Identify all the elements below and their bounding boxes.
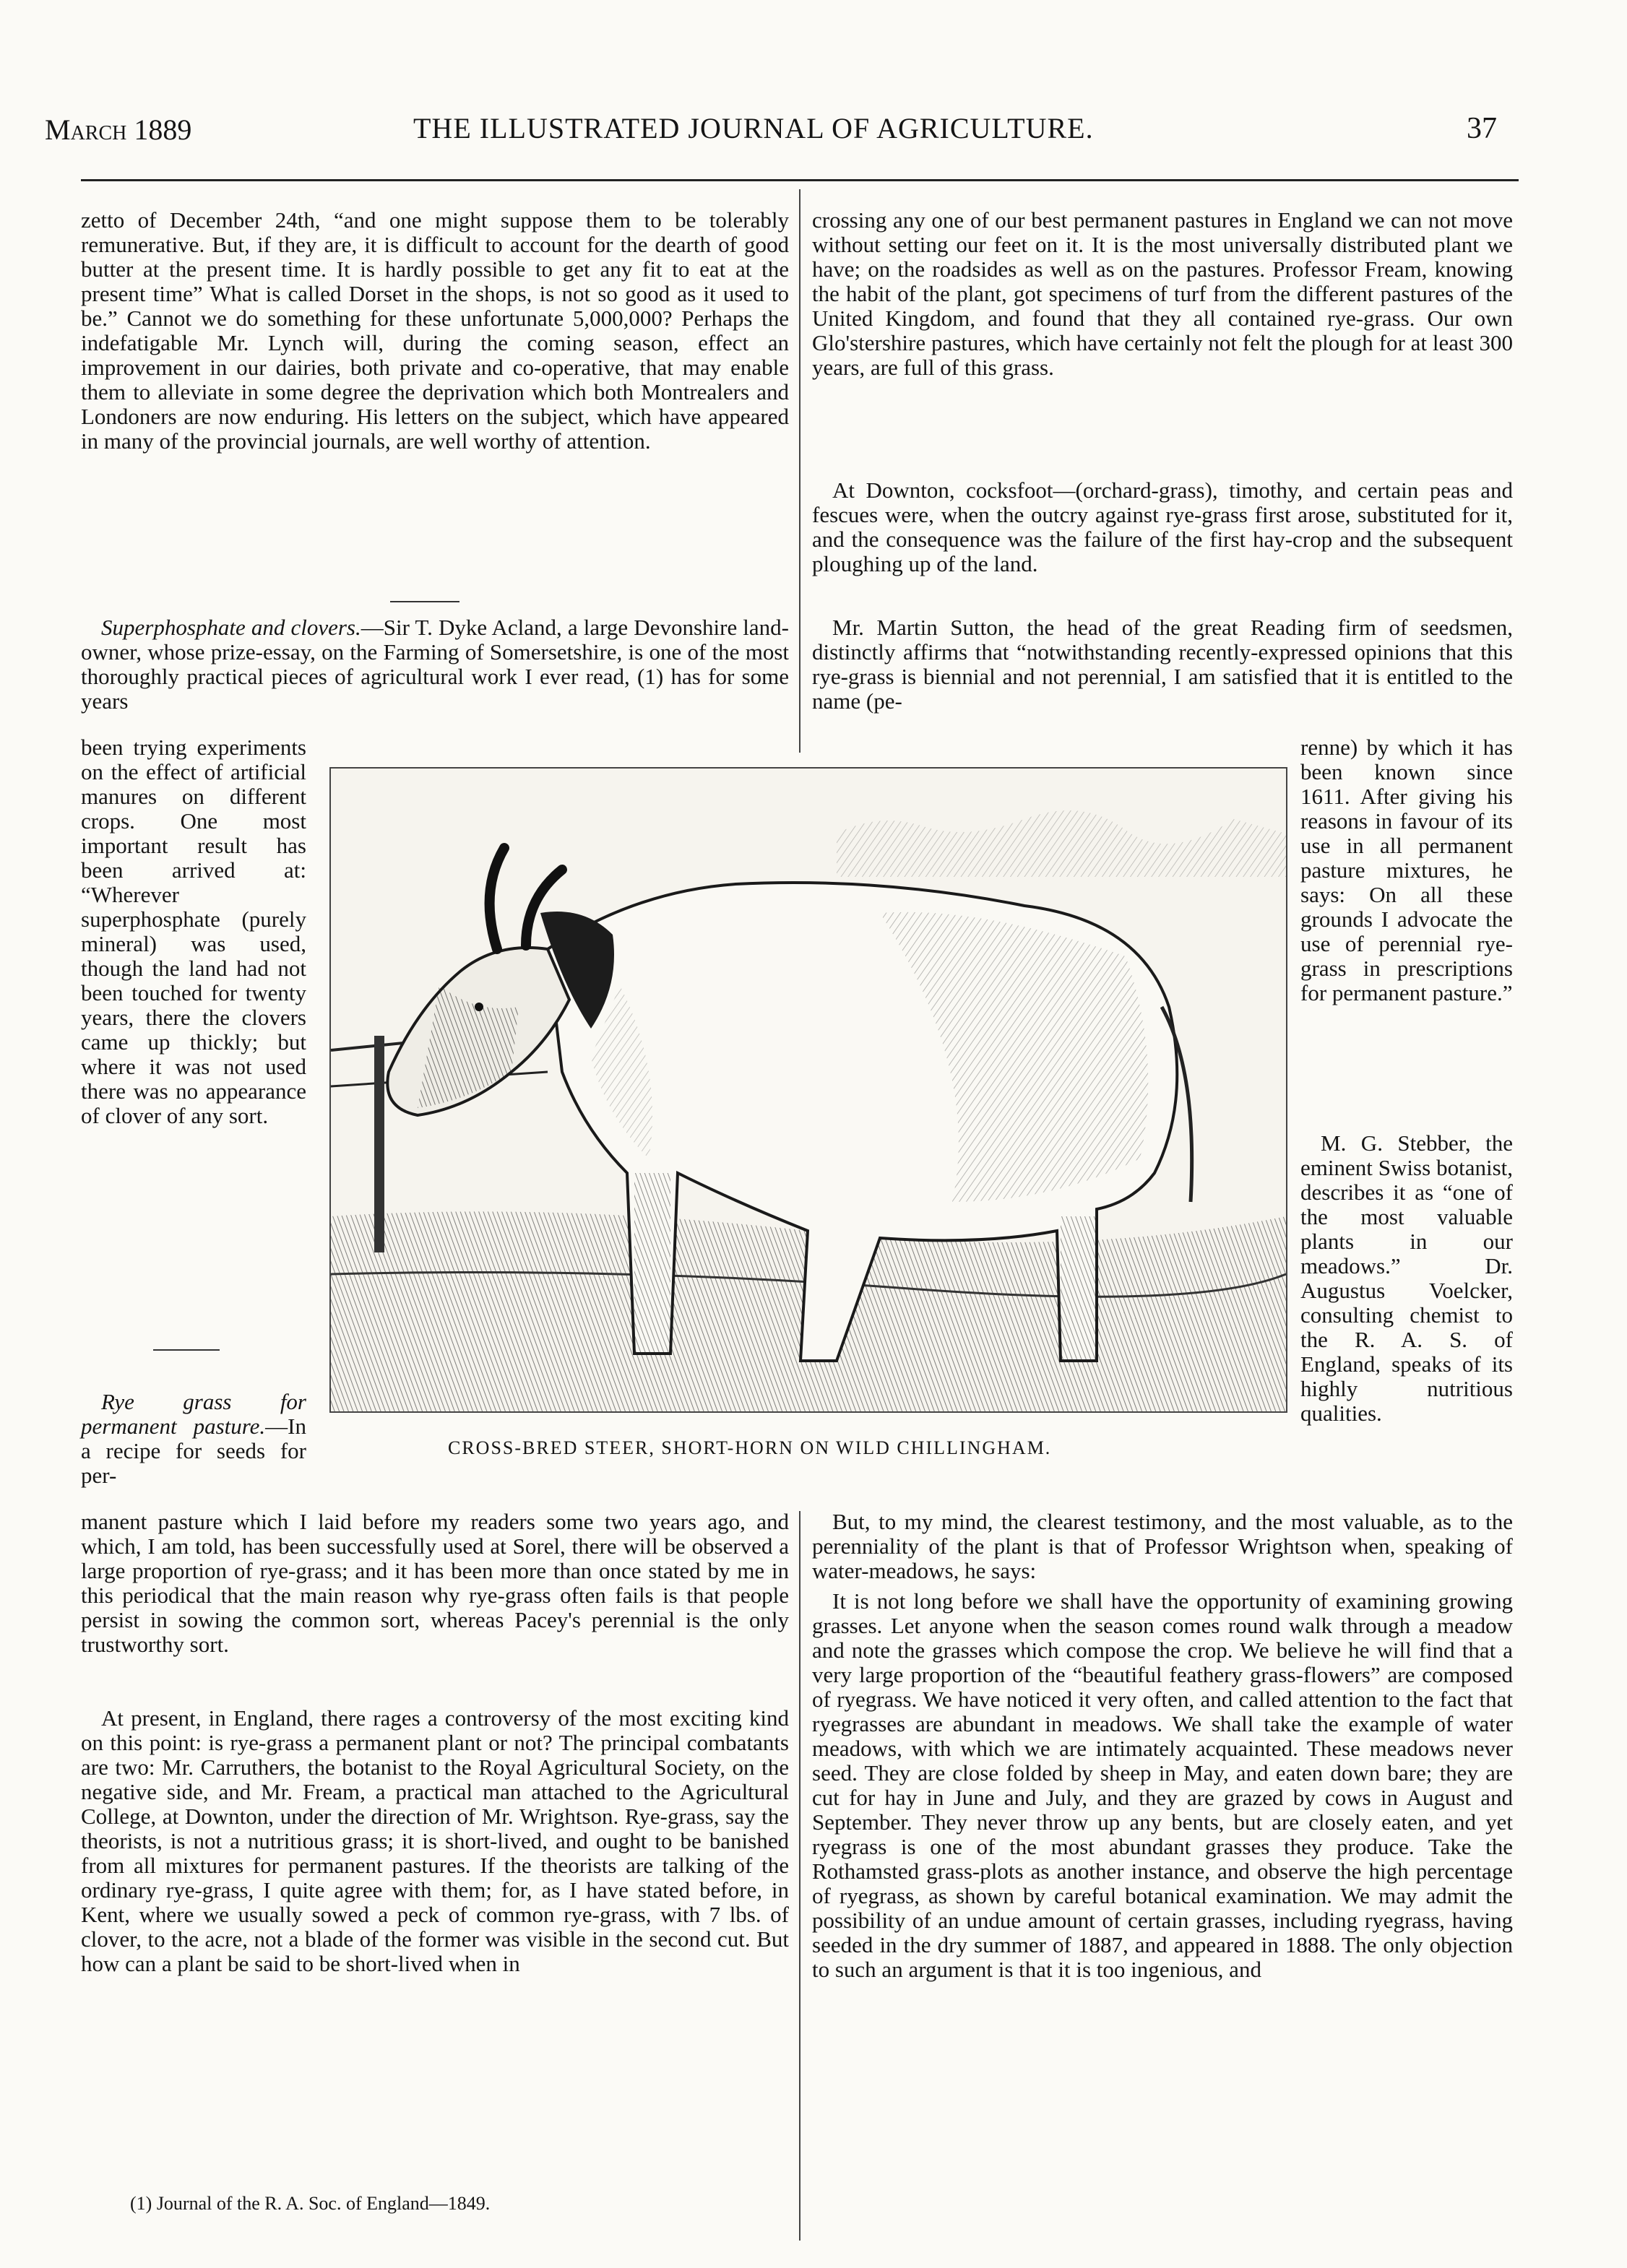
right-paragraph-2: At Downton, cocksfoot—(orchard-grass), timothy, and certain peas and fescues were, when the outcry against rye-grass first arose, substituted for it, and the consequence was the failure of the first hay-crop and the subsequent ploughing up of the land. [812, 477, 1513, 576]
left-paragraph-2 [81, 615, 789, 714]
column-divider-upper [799, 189, 800, 753]
header-page-number: 37 [1467, 112, 1497, 145]
section-separator [153, 1349, 220, 1351]
section-heading-superphosphate: Superphosphate and clovers. [101, 615, 361, 640]
left-paragraph-2-text: —Sir T. Dyke Acland, a large Devonshire land-owner, whose prize-essay, on the Farming of Somersetshire, is one of the most thoroughly practical pieces of agricultural work I ever read, (1) has for some years [81, 615, 790, 714]
steer-illustration [331, 769, 1286, 1411]
left-paragraph-2-narrow: been trying experiments on the effect of artificial manures on different crops. One most important result has been arrived at: “Wherever superphosphate (purely mineral) was used, though the land had not been touched for twenty years, there the clovers came up thickly; but where it was not used there was no appearance of clover of any sort. [81, 735, 306, 1128]
right-paragraph-6: It is not long before we shall have the opportunity of examining growing grasses. Let anyone when the season comes round walk through a meadow and note the grasses which compose the crop. We believe he will find that a very large proportion of the “beautiful feathery grass-flowers” are composed of ryegrass. We have noticed it very often, and called attention to the fact that ryegrasses are abundant in meadows. We shall take the example of water meadows, with which we are intimately acquainted. These meadows never seed. They are close folded by sheep in May, and eaten down bare; they are cut for hay in June and July, and they are grazed by cows in August and September. They never throw up any bents, but are closely eaten, and yet ryegrass is one of the most abundant grasses they produce. Take the Rothamsted grass-plots as another instance, and observe the high percentage of ryegrass, as shown by careful botanical examination. We may admit the possibility of an undue amount of certain grasses, including ryegrass, having seeded in the dry summer of 1887, and appeared in 1888. The only objection to such an argument is that it is too ingenious, and [812, 1588, 1513, 1982]
left-paragraph-1: zetto of December 24th, “and one might suppose them to be tolerably remunerative. But, if they are, it is difficult to account for the dearth of good butter at the present time. It is hardly possible to get any fit to eat at the present time” What is called Dorset in the shops, is not so good as it used to be.” Cannot we do something for these unfortunate 5,000,000? Perhaps the indefatigable Mr. Lynch will, during the coming season, effect an improvement in our dairies, both private and co-operative, that may enable them to alleviate in some degree the deprivation which both Montrealers and Londoners are now enduring. His letters on the subject, which have appeared in many of the provincial journals, are well worthy of attention. [81, 207, 789, 454]
right-paragraph-5: But, to my mind, the clearest testimony, and the most valuable, as to the perenniality of the plant is that of Professor Wrightson when, speaking of water-meadows, he says: [812, 1509, 1513, 1583]
header-journal-title: THE ILLUSTRATED JOURNAL OF AGRICULTURE. [413, 112, 1094, 144]
column-divider-lower [799, 1511, 800, 2241]
footnote: (1) Journal of the R. A. Soc. of England—1849. [130, 2193, 491, 2214]
right-paragraph-3-narrow: renne) by which it has been known since 1611. After giving his reasons in favour of its use in all permanent pasture mixtures, he says: On all these grounds I advocate the use of perennial rye-grass in prescriptions for permanent pasture.” [1300, 735, 1513, 1005]
section-separator [390, 601, 459, 602]
steer-engraving [329, 767, 1287, 1413]
left-paragraph-4: At present, in England, there rages a controversy of the most exciting kind on this point: is rye-grass a permanent plant or not? The principal combatants are two: Mr. Carruthers, the botanist to the Royal Agricultural Society, on the negative side, and Mr. Fream, a practical man attached to the Agricultural College, at Downton, under the direction of Mr. Wrightson. Rye-grass, say the theorists, is not a nutritious grass; it is short-lived, and ought to be banished from all mixtures for permanent pastures. If the theorists are talking of the ordinary rye-grass, I quite agree with them; for, as I have stated before, in Kent, where we usually sowed a peck of common rye-grass, with 7 lbs. of clover, to the acre, not a blade of the former was visible in the second cut. But how can a plant be said to be short-lived when in [81, 1705, 789, 1976]
left-paragraph-3-narrow [81, 1390, 306, 1488]
right-paragraph-1: crossing any one of our best permanent pastures in England we can not move without setting our feet on it. It is the most universally distributed plant we have; on the roadsides as well as on the pastures. Professor Fream, knowing the habit of the plant, got specimens of turf from the different pastures of the United Kingdom, and found that they all contained rye-grass. Our own Glo'stershire pastures, which have certainly not felt the plough for at least 300 years, are full of this grass. [812, 207, 1513, 380]
running-header [45, 108, 1511, 152]
header-rule [81, 179, 1519, 181]
left-paragraph-3: manent pasture which I laid before my readers some two years ago, and which, I am told, has been successfully used at Sorel, there will be observed a large proportion of rye-grass; and it has been more than once stated by me in this periodical that the main reason why rye-grass often fails is that people persist in sowing the common sort, whereas Pacey's perennial is the only trustworthy sort. [81, 1509, 789, 1657]
section-heading-rye-grass: Rye grass for permanent pasture. [81, 1389, 306, 1439]
figure-caption: CROSS-BRED STEER, SHORT-HORN ON WILD CHILLINGHAM. [448, 1437, 1052, 1458]
right-paragraph-3: Mr. Martin Sutton, the head of the great Reading firm of seedsmen, distinctly affirms that “notwithstanding recently-expressed opinions that this rye-grass is biennial and not perennial, I am satisfied that it is entitled to the name (pe- [812, 615, 1513, 714]
header-date: March 1889 [45, 113, 192, 146]
right-paragraph-4-narrow: M. G. Stebber, the eminent Swiss botanist, describes it as “one of the most valuable plants in our meadows.” Dr. Augustus Voelcker, consulting chemist to the R. A. S. of England, speaks of its highly nutritious qualities. [1300, 1130, 1513, 1426]
left-paragraph-3-narrow-text: —In a recipe for seeds for per- [81, 1414, 306, 1488]
